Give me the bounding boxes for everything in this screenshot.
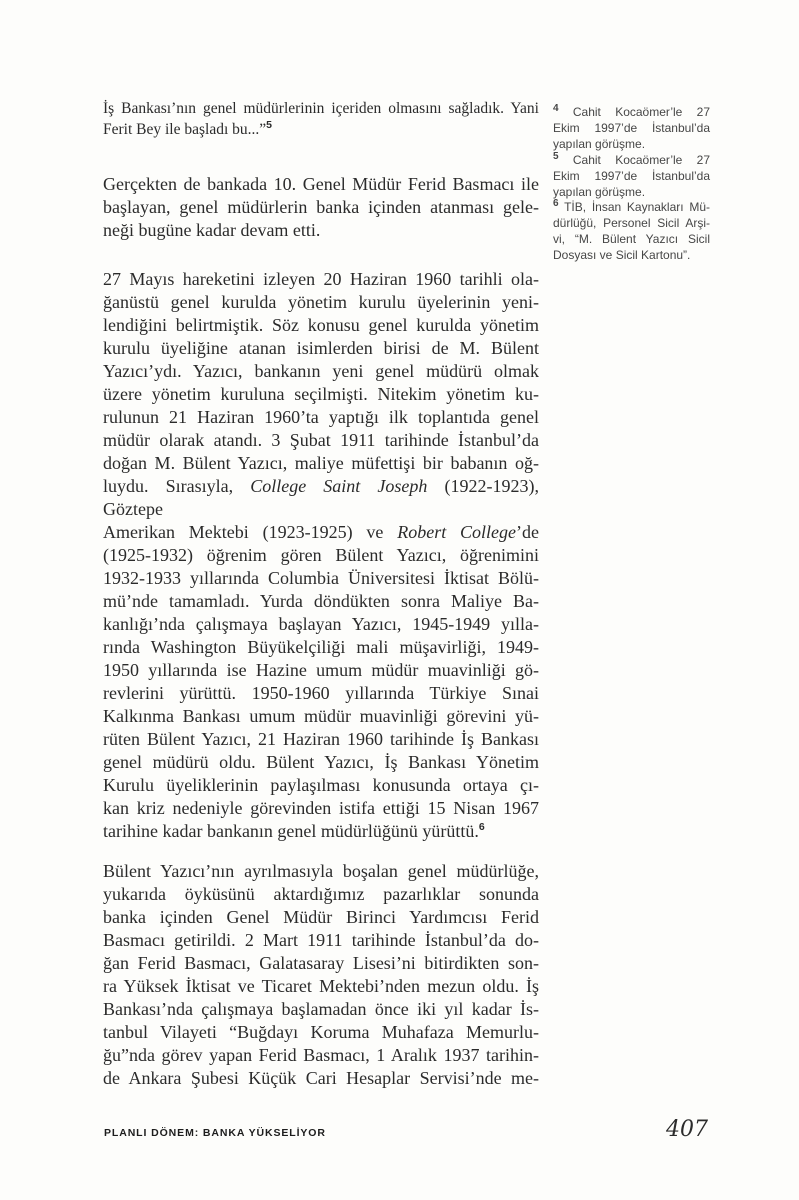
- text-line: de Ankara Şubesi Küçük Cari Hesaplar Servisi’nde me-: [103, 1068, 539, 1088]
- text-line: rında Washington Büyükelçiliği mali müşavirliği, 1949-: [103, 637, 539, 657]
- text-line: Basmacı getirildi. 2 Mart 1911 tarihinde İstanbul’da do-: [103, 930, 539, 950]
- text-line: tanbul Vilayeti “Buğdayı Koruma Muhafaza Memurlu-: [103, 1022, 539, 1042]
- text-line: 1932-1933 yıllarında Columbia Üniversitesi İktisat Bölü-: [103, 568, 539, 588]
- text-line: ğu”nda görev yapan Ferid Basmacı, 1 Aralık 1937 tarihin-: [103, 1045, 539, 1065]
- text-line: $^5$ Cahit Kocaömer’le 27: [553, 150, 710, 167]
- text-line: yapılan görüşme.: [553, 184, 646, 199]
- text-line: ğan Ferid Basmacı, Galatasaray Lisesi’ni bitirdikten son-: [103, 953, 539, 973]
- text-line: Yazıcı’ydı. Yazıcı, bankanın yeni genel müdürü olmak: [103, 361, 539, 381]
- main-text-column: [103, 0, 539, 1090]
- text-line: revlerini yürüttü. 1950-1960 yıllarında Türkiye Sınai: [103, 683, 539, 703]
- text-line: rüten Bülent Yazıcı, 21 Haziran 1960 tarihinde İş Bankası: [103, 729, 539, 749]
- text-line: banka içinden Genel Müdür Birinci Yardımcısı Ferid: [103, 907, 539, 927]
- body-paragraph-1: [103, 173, 539, 242]
- text-line: doğan M. Bülent Yazıcı, maliye müfettişi bir babanın oğ-: [103, 453, 539, 473]
- text-line: Dosyası ve Sicil Kartonu”.: [553, 248, 691, 263]
- text-line: Bülent Yazıcı’nın ayrılmasıyla boşalan genel müdürlüğe,: [103, 861, 539, 881]
- text-line: yukarıda öyküsünü aktardığımız pazarlıklar sonunda: [103, 884, 539, 904]
- text-line: kanlığı’nda çalışmaya başlayan Yazıcı, 1945-1949 yılla-: [103, 614, 539, 634]
- text-line: kan kriz nedeniyle görevinden istifa ettiği 15 Nisan 1967: [103, 798, 539, 818]
- text-line: İş Bankası’nın genel müdürlerinin içeriden olmasını sağladık. Yani: [103, 100, 539, 117]
- text-line: Gerçekten de bankada 10. Genel Müdür Ferid Basmacı ile: [103, 174, 539, 194]
- body-paragraph-2: [103, 268, 539, 843]
- text-line: ra Yüksek İktisat ve Ticaret Mektebi’nden mezun oldu. İş: [103, 976, 539, 996]
- text-line: ğanüstü genel kurulda yönetim kurulu üyelerinin yeni-: [103, 292, 539, 312]
- footnote-5: [553, 150, 710, 201]
- text-line: Bankası’nda çalışmaya başlamadan önce iki yıl kadar İs-: [103, 999, 539, 1019]
- text-line: $^4$ Cahit Kocaömer’le 27: [553, 103, 710, 119]
- running-title: PLANLI DÖNEM: BANKA YÜKSELİYOR: [104, 1127, 326, 1139]
- text-line: vi, “M. Bülent Yazıcı Sicil: [553, 232, 710, 247]
- text-line: başlayan, genel müdürlerin banka içinden atanması gele-: [103, 197, 539, 217]
- text-line: dürlüğü, Personel Sicil Arşi-: [553, 216, 710, 231]
- quote-paragraph: [103, 99, 539, 140]
- body-paragraph-3: [103, 860, 539, 1090]
- text-line: neği bugüne kadar devam etti.: [103, 220, 321, 240]
- text-line: 1950 yıllarında ise Hazine umum müdür muavinliği gö-: [103, 660, 539, 680]
- text-line: mü’nde tamamladı. Yurda döndükten sonra Maliye Ba-: [103, 591, 539, 611]
- text-line: yapılan görüşme.: [553, 136, 646, 151]
- text-line: kurulu üyeliğine atanan isimlerden birisi de M. Bülent: [103, 338, 539, 358]
- text-line: $^6$ TİB, İnsan Kaynakları Mü-: [553, 198, 710, 215]
- text-line: lendiğini belirtmiştik. Söz konusu genel kurulda yönetim: [103, 315, 539, 335]
- text-line: üzere yönetim kuruluna seçilmişti. Nitekim yönetim ku-: [103, 384, 539, 404]
- footnotes-column: [553, 105, 710, 264]
- text-line: Ferit Bey ile başladı bu...”$^5$: [103, 118, 272, 138]
- text-line: Kurulu üyeliklerinin paylaşılması konusunda ortaya çı-: [103, 775, 539, 795]
- footnote-4: [553, 105, 710, 153]
- text-line: müdür olarak atandı. 3 Şubat 1911 tarihinde İstanbul’da: [103, 430, 539, 450]
- text-line: genel müdürü oldu. Bülent Yazıcı, İş Bankası Yönetim: [103, 752, 539, 772]
- text-line: rulunun 21 Haziran 1960’ta yaptığı ilk toplantıda genel: [103, 407, 539, 427]
- text-line: Amerikan Mektebi (1923-1925) ve Robert College’de: [103, 522, 539, 542]
- text-line: (1925-1932) öğrenim gören Bülent Yazıcı, öğrenimini: [103, 545, 539, 565]
- footnote-6: [553, 200, 710, 264]
- page-number: 407: [666, 1117, 708, 1142]
- text-line: tarihine kadar bankanın genel müdürlüğünü yürüttü.$^6$: [103, 821, 485, 841]
- text-line: Ekim 1997’de İstanbul’da: [553, 168, 710, 183]
- text-line: luydu. Sırasıyla, College Saint Joseph (1922-1923), Göztepe: [103, 476, 539, 519]
- text-line: Ekim 1997’de İstanbul’da: [553, 120, 710, 135]
- text-line: Kalkınma Bankası umum müdür muavinliği görevini yü-: [103, 706, 539, 726]
- text-line: 27 Mayıs hareketini izleyen 20 Haziran 1960 tarihli ola-: [103, 269, 539, 289]
